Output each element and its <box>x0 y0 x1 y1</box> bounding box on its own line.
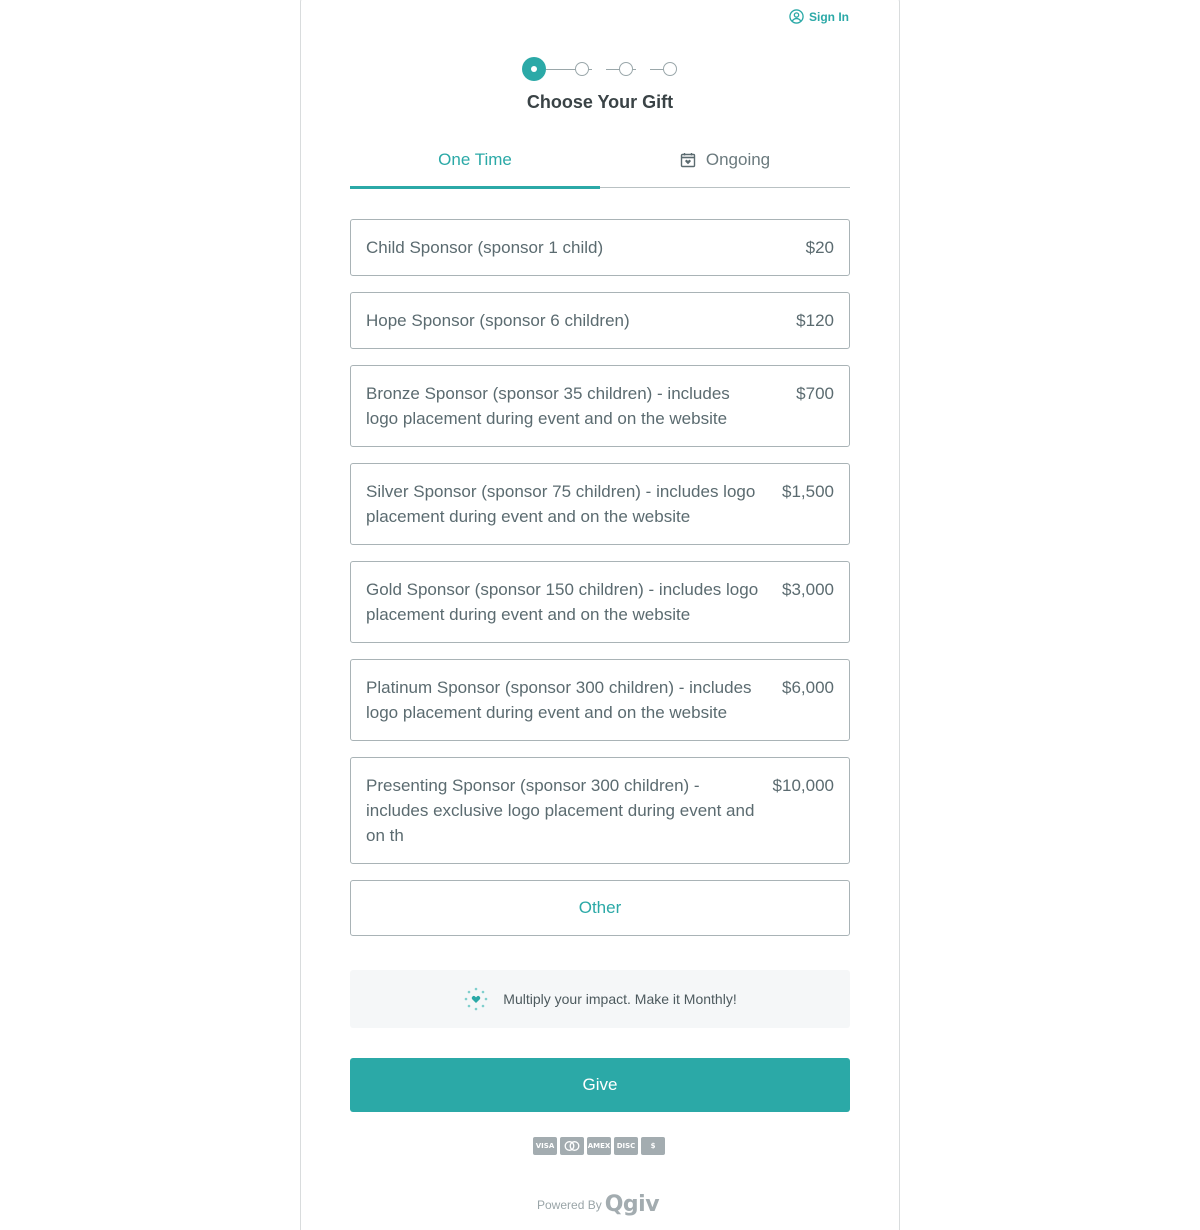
step-1-indicator <box>522 57 546 81</box>
gift-frequency-tabs <box>350 142 850 188</box>
gift-option-description: Bronze Sponsor (sponsor 35 children) - includes logo placement during event and on the website <box>366 384 730 428</box>
gift-option-description: Platinum Sponsor (sponsor 300 children) - includes logo placement during event and on the website <box>366 678 752 722</box>
gift-option-platinum-sponsor[interactable] <box>350 659 850 741</box>
monthly-prompt-text: Multiply your impact. Make it Monthly! <box>503 991 737 1007</box>
gift-option-bronze-sponsor[interactable] <box>350 365 850 447</box>
page-title: Choose Your Gift <box>526 92 674 112</box>
step-4-indicator <box>663 62 677 76</box>
mastercard-icon <box>560 1137 584 1155</box>
powered-by-label: Powered By <box>537 1197 602 1212</box>
step-3-indicator <box>619 62 633 76</box>
user-circle-icon <box>789 9 804 24</box>
mastercard-circles-icon <box>564 1141 580 1151</box>
other-amount-label: Other <box>578 898 622 917</box>
tab-ongoing[interactable] <box>600 142 850 187</box>
gift-option-description: Silver Sponsor (sponsor 75 children) - includes logo placement during event and on the website <box>366 482 756 526</box>
check-icon: $ <box>641 1137 665 1155</box>
sign-in-label: Sign In <box>809 9 849 24</box>
gift-options-list <box>350 219 850 952</box>
tab-label: Ongoing <box>705 149 771 169</box>
step-connector <box>650 69 663 70</box>
tab-label: One Time <box>438 149 512 169</box>
gift-option-amount: $1,500 <box>782 482 834 501</box>
gift-option-description: Presenting Sponsor (sponsor 300 children) - includes exclusive logo placement during event and on th <box>366 776 755 845</box>
discover-icon: DISC <box>614 1137 638 1155</box>
gift-option-amount: $700 <box>796 384 834 403</box>
sign-in-link[interactable] <box>789 9 849 24</box>
gift-option-gold-sponsor[interactable] <box>350 561 850 643</box>
gift-option-hope-sponsor[interactable] <box>350 292 850 349</box>
progress-stepper <box>522 57 682 81</box>
powered-by-footer <box>537 1192 659 1217</box>
gift-option-amount: $10,000 <box>772 776 834 795</box>
amex-icon: AMEX <box>587 1137 611 1155</box>
gift-option-description: Child Sponsor (sponsor 1 child) <box>366 238 604 257</box>
gift-option-description: Gold Sponsor (sponsor 150 children) - includes logo placement during event and on the website <box>366 580 759 624</box>
gift-option-amount: $3,000 <box>782 580 834 599</box>
gift-option-description: Hope Sponsor (sponsor 6 children) <box>366 311 630 330</box>
make-it-monthly-banner[interactable] <box>350 970 850 1028</box>
gift-option-amount: $20 <box>805 238 834 257</box>
gift-option-silver-sponsor[interactable] <box>350 463 850 545</box>
calendar-heart-icon <box>680 152 696 168</box>
gift-option-amount: $6,000 <box>782 678 834 697</box>
accepted-payment-methods <box>533 1137 665 1155</box>
visa-icon: VISA <box>533 1137 557 1155</box>
step-2-indicator <box>575 62 589 76</box>
give-button[interactable]: Give <box>350 1058 850 1112</box>
heart-sparkle-icon <box>463 986 489 1012</box>
qgiv-logo: Qgiv <box>604 1192 660 1217</box>
gift-option-child-sponsor[interactable] <box>350 219 850 276</box>
gift-option-amount: $120 <box>796 311 834 330</box>
other-amount-button[interactable] <box>350 880 850 936</box>
gift-option-presenting-sponsor[interactable] <box>350 757 850 864</box>
tab-one-time[interactable] <box>350 142 600 187</box>
